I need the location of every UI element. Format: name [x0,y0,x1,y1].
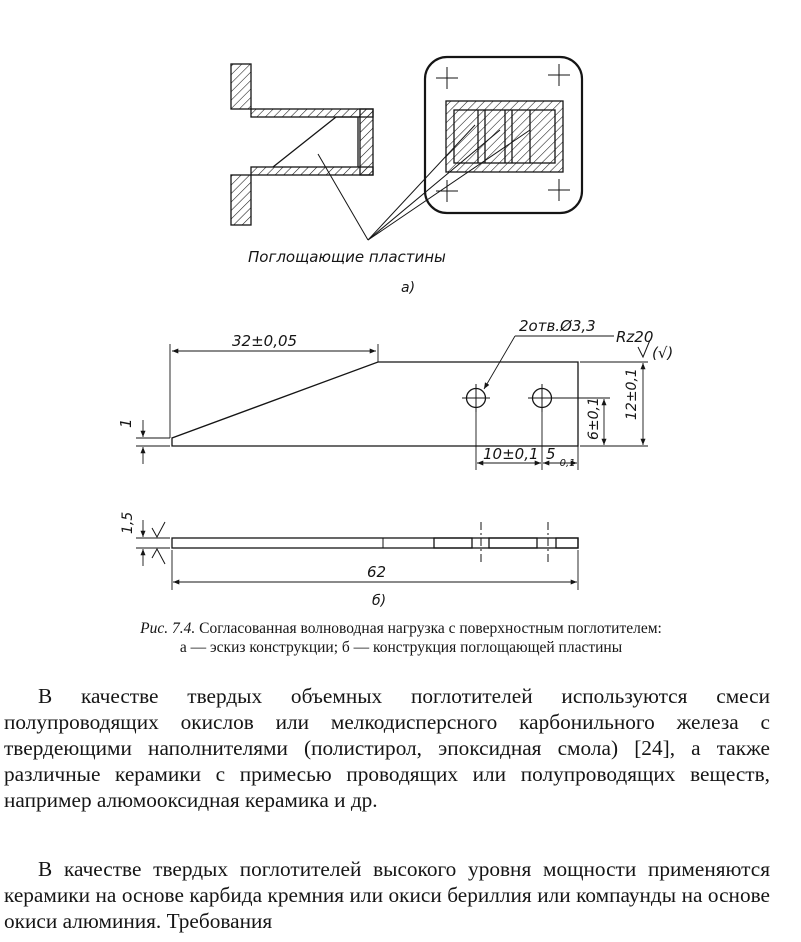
dim-label-1-5: 1,5 [120,511,136,534]
caption-line-1: Согласованная волноводная нагрузка с поверхностным поглотителем: [199,620,662,637]
dim-label-10: 10±0,1 [483,445,539,463]
waveguide-end-plate [360,109,373,175]
roughness-label: Rz20 [616,328,654,346]
flange-upper [231,64,251,109]
waveguide-bottom-wall [251,167,373,175]
roughness-mark-icon [152,522,165,537]
body-paragraph: В качестве твердых поглотителей высокого уровня мощности применяются керамики на основе карбида кремния или окиси бериллия или компаунды на основе окиси алюминия. Требования [4,857,770,933]
callout-absorbing-plates: Поглощающие пластины [248,248,446,266]
dimension-taper-length [170,344,378,438]
absorber-wedge [273,117,358,167]
caption-ref: Рис. 7.4. [140,620,196,637]
plate-section-absorber [434,538,472,548]
body-paragraph: В качестве твердых объемных поглотителей используются смеси полупроводящих окислов или мелкодисперсного карбонильного железа с твердеющими наполнителями (полистирол, эпоксидная смола) [24], а также различные керамики с примесью проводящих или полупроводящих веществ, например алюмооксидная керамика и др. [4,684,770,812]
flange-lower [231,175,251,225]
dim-label-1: 1 [117,418,135,428]
dim-label-5-tol: -0,1 [556,458,576,469]
roughness-suffix: (√) [652,344,674,362]
plate-section-absorber [489,538,537,548]
caption-line-2: а — эскиз конструкции; б — конструкция поглощающей пластины [179,639,623,656]
dim-label-32: 32±0,05 [232,332,298,350]
part-b-plate-view [172,362,578,446]
sublabel-a: а) [401,280,416,296]
waveguide-top-wall [251,109,373,117]
plate-section-absorber [556,538,578,548]
figure-caption [6,619,796,657]
part-a-side-view [231,64,373,225]
plate-outline [172,362,578,446]
dimension-step [136,420,170,464]
part-a-front-view [425,57,582,213]
dim-label-5: 5 [546,445,556,463]
dim-label-holes: 2отв.Ø3,3 [519,317,596,335]
part-b-plate-section [172,522,578,564]
dim-label-62: 62 [367,563,387,581]
roughness-mark-icon [152,549,165,564]
plate-section-outline [172,538,578,548]
dim-label-6: 6±0,1 [586,397,602,440]
sublabel-b: б) [372,593,387,609]
dim-label-12: 12±0,1 [624,368,640,420]
dimension-thickness [136,520,170,566]
